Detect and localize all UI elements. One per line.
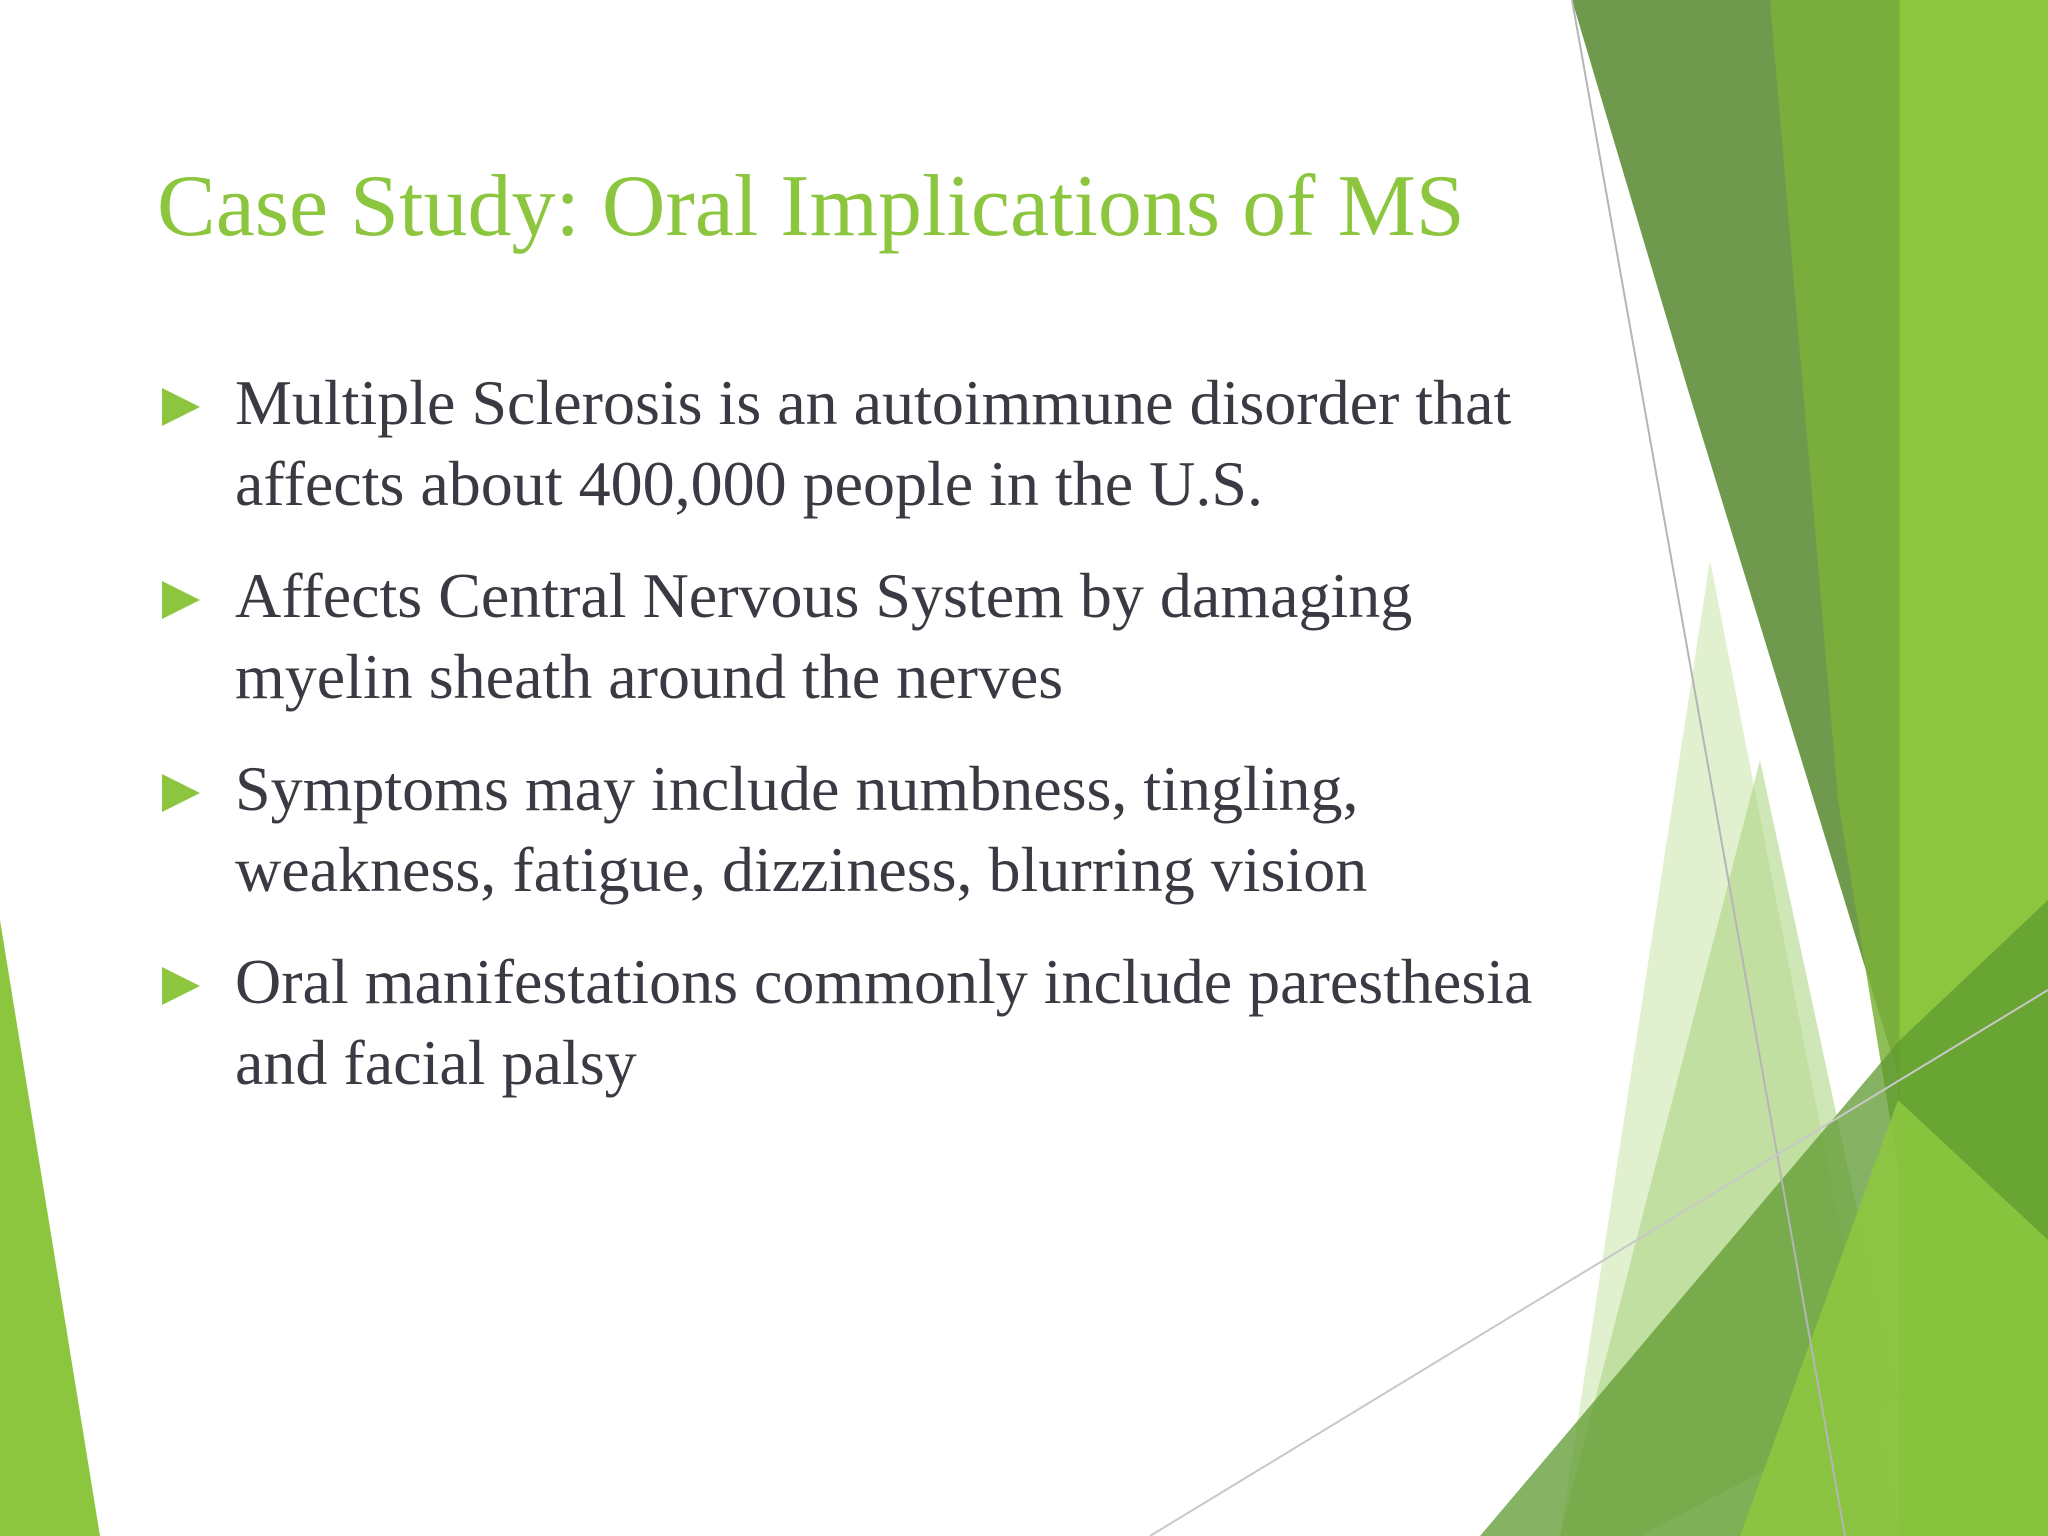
triangle-right-icon <box>162 967 200 1005</box>
bullet-text: Affects Central Nervous System by damaging myelin sheath around the nerves <box>235 560 1413 712</box>
bullet-item <box>158 555 1538 717</box>
left-facet <box>0 920 100 1536</box>
bullet-item <box>158 941 1538 1103</box>
triangle-right-icon <box>162 388 200 426</box>
triangle-right-icon <box>162 774 200 812</box>
bullet-text: Symptoms may include numbness, tingling, weakness, fatigue, dizziness, blurring vision <box>235 753 1368 905</box>
slide-title: Case Study: Oral Implications of MS <box>157 158 1465 255</box>
bullet-item <box>158 362 1538 524</box>
bullet-list <box>158 362 1538 1134</box>
triangle-right-icon <box>162 581 200 619</box>
bullet-item <box>158 748 1538 910</box>
bullet-text: Multiple Sclerosis is an autoimmune disorder that affects about 400,000 people in the U.S. <box>235 367 1512 519</box>
bullet-text: Oral manifestations commonly include paresthesia and facial palsy <box>235 946 1533 1098</box>
